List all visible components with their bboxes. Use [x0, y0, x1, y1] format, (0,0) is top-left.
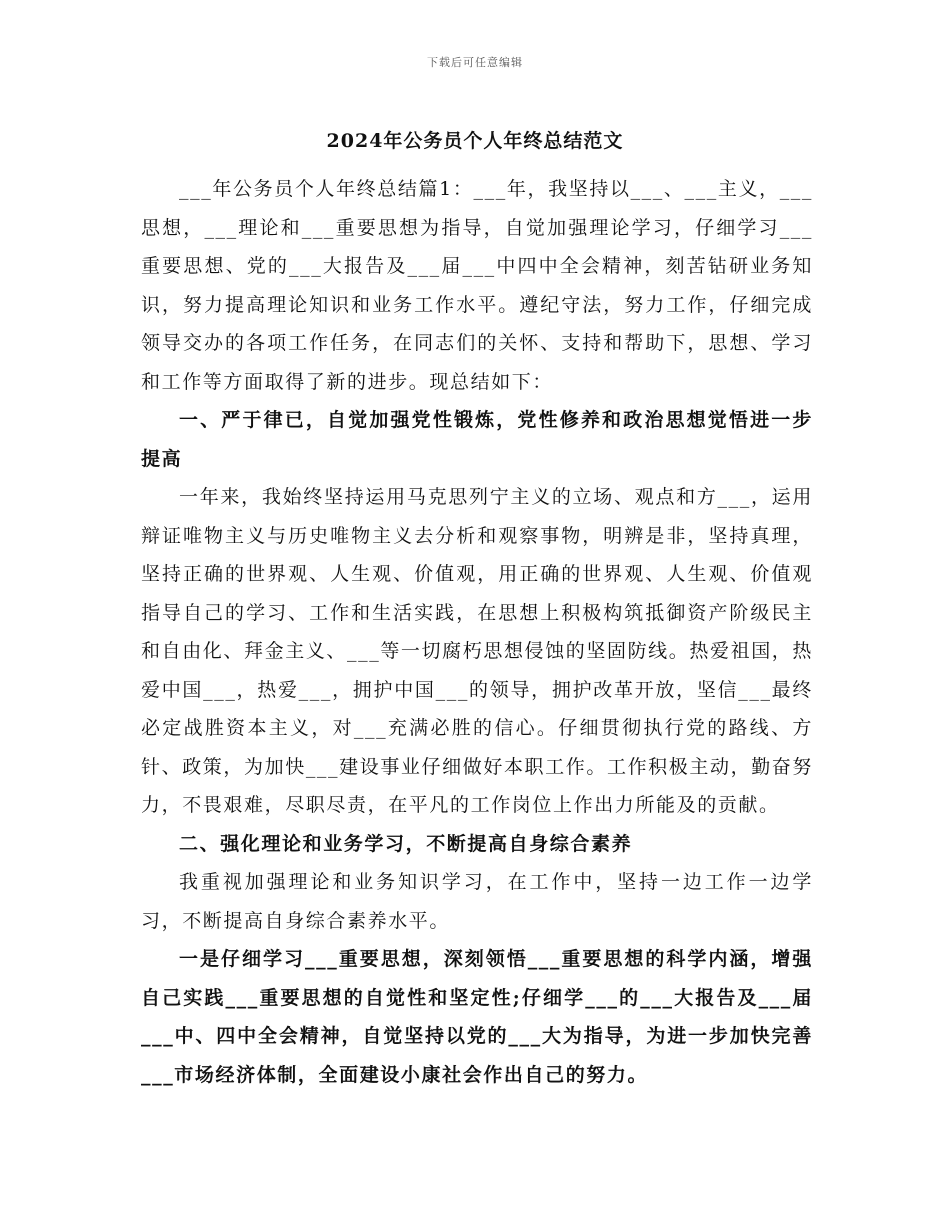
header-note: 下载后可任意编辑 — [427, 56, 523, 69]
section-heading-1: 一、严于律已，自觉加强党性锻炼，党性修养和政治思想觉悟进一步提高 — [141, 409, 813, 470]
document-title: 2024年公务员个人年终总结范文 — [326, 130, 624, 152]
section-heading-2: 二、强化理论和业务学习，不断提高自身综合素养 — [179, 832, 633, 855]
paragraph-point-1: 一是仔细学习___重要思想，深刻领悟___重要思想的科学内涵，增强自己实践___重要思想的自觉性和坚定性;仔细学___的___大报告及___届___中、四中全会精神，自觉坚持以党的___大为指导，为进一步加快完善___市场经济体制，全面建设小康社会作出自己的努力。 — [141, 948, 813, 1086]
paragraph-section-2: 我重视加强理论和业务知识学习，在工作中，坚持一边工作一边学习，不断提高自身综合素养水平。 — [141, 871, 813, 932]
paragraph-intro: ___年公务员个人年终总结篇1：___年，我坚持以___、___主义，___思想，___理论和___重要思想为指导，自觉加强理论学习，仔细学习___重要思想、党的___大报告及___届___中四中全会精神，刻苦钻研业务知识，努力提高理论知识和业务工作水平。遵纪守法，努力工作，仔细完成领导交办的各项工作任务，在同志们的关怀、支持和帮助下，思想、学习和工作等方面取得了新的进步。现总结如下： — [141, 178, 813, 393]
paragraph-section-1: 一年来，我始终坚持运用马克思列宁主义的立场、观点和方___，运用辩证唯物主义与历史唯物主义去分析和观察事物，明辨是非，坚持真理，坚持正确的世界观、人生观、价值观，用正确的世界观、人生观、价值观指导自己的学习、工作和生活实践，在思想上积极构筑抵御资产阶级民主和自由化、拜金主义、___等一切腐朽思想侵蚀的坚固防线。热爱祖国，热爱中国___，热爱___，拥护中国___的领导，拥护改革开放，坚信___最终必定战胜资本主义，对___充满必胜的信心。仔细贯彻执行党的路线、方针、政策，为加快___建设事业仔细做好本职工作。工作积极主动，勤奋努力，不畏艰难，尽职尽责，在平凡的工作岗位上作出力所能及的贡献。 — [141, 486, 813, 816]
document-body — [141, 170, 813, 1094]
